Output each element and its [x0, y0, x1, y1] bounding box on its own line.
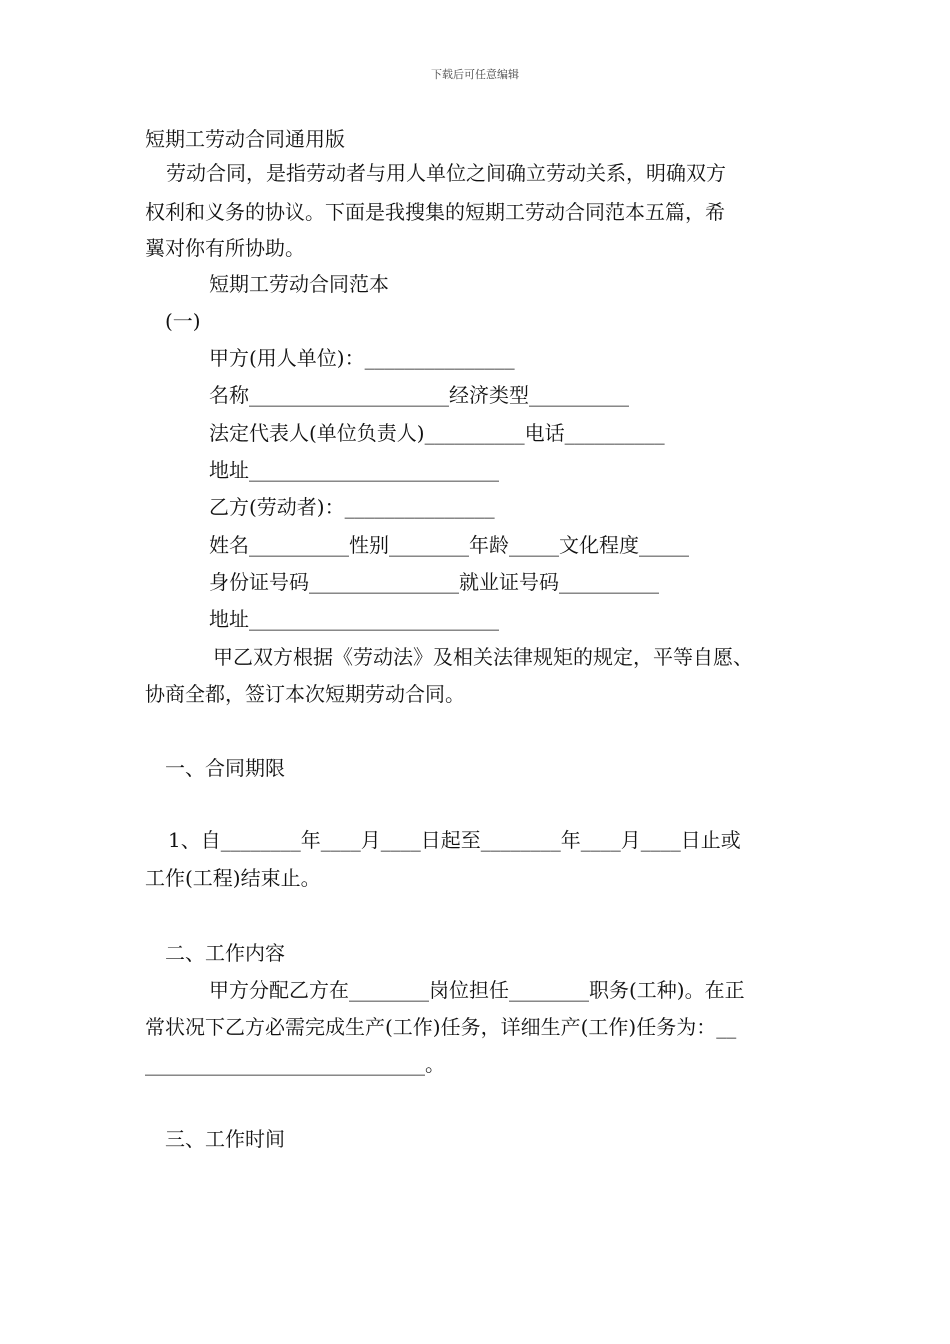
field-personal-info: 姓名__________性别________年龄_____文化程度_____: [209, 533, 689, 557]
intro-line-1: 劳动合同，是指劳动者与用人单位之间确立劳动关系，明确双方: [166, 161, 726, 185]
intro-line-3: 翼对你有所协助。: [145, 236, 305, 260]
section-2-heading: 二、工作内容: [165, 941, 285, 965]
agreement-line-2: 协商全都，签订本次短期劳动合同。: [145, 682, 465, 706]
field-address-b: 地址_________________________: [209, 607, 499, 631]
section-1-heading: 一、合同期限: [165, 756, 285, 780]
document-title: 短期工劳动合同通用版: [145, 127, 345, 151]
section-2-line-3: ____________________________。: [145, 1052, 445, 1076]
section-3-heading: 三、工作时间: [165, 1127, 285, 1151]
intro-line-2: 权利和义务的协议。下面是我搜集的短期工劳动合同范本五篇，希: [145, 200, 725, 224]
section-2-line-2: 常状况下乙方必需完成生产(工作)任务，详细生产(工作)任务为：__: [145, 1015, 737, 1039]
field-party-a: 甲方(用人单位)：_______________: [209, 346, 515, 370]
sample-number: (一): [165, 309, 201, 333]
field-legal-rep-phone: 法定代表人(单位负责人)__________电话__________: [209, 421, 665, 445]
agreement-line-1: 甲乙双方根据《劳动法》及相关法律规矩的规定，平等自愿、: [213, 645, 753, 669]
section-2-line-1: 甲方分配乙方在________岗位担任________职务(工种)。在正: [209, 978, 745, 1002]
section-1-line-1: 1、自________年____月____日起至________年____月____日止或: [168, 828, 741, 852]
field-name-econtype: 名称____________________经济类型__________: [209, 383, 629, 407]
field-address-a: 地址_________________________: [209, 458, 499, 482]
field-party-b: 乙方(劳动者)：_______________: [209, 495, 495, 519]
sample-title: 短期工劳动合同范本: [209, 272, 389, 296]
page-header: 下载后可任意编辑: [431, 68, 519, 81]
field-id-numbers: 身份证号码_______________就业证号码__________: [209, 570, 659, 594]
section-1-line-2: 工作(工程)结束止。: [145, 866, 321, 890]
